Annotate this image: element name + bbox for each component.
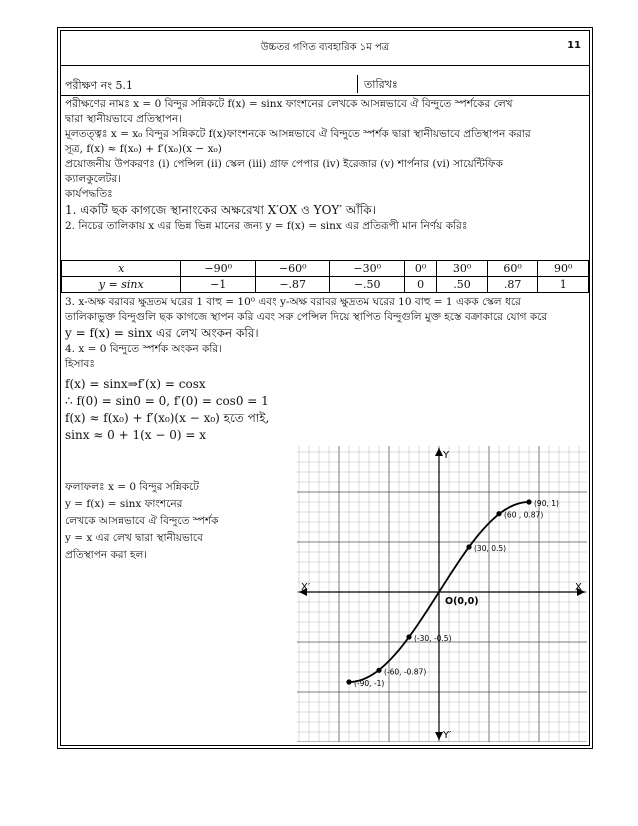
y-neg-arrow-icon [435,732,443,740]
plot-point [526,499,531,504]
result-line-2: y = f(x) = sinx ফাংশনের [65,498,183,510]
y-cell: .50 [437,277,488,293]
theory-formula: সূত্র, f(x) ≈ f(x₀) + f′(x₀)(x − x₀) [65,143,222,155]
y-cell: 1 [538,277,589,293]
page-header [61,31,589,66]
plot-point [406,634,411,639]
axis-y-label: Y [443,450,450,461]
plot-point [376,668,381,673]
result-section [65,479,295,564]
point-label: (-30, -0.5) [414,634,452,643]
result-line-5: প্রতিস্থাপন করা হল। [65,549,148,561]
procedure-heading: কার্যপদ্ধতিঃ [65,188,113,200]
step-3: 3. x-অক্ষ বরাবর ক্ষুদ্রতম ঘরের 1 বাহু = 10⁰ এবং y-অক্ষ বরাবর ক্ষুদ্রতম ঘরের 10 বাহু = 1 একক স্কেল ধরে [65,296,521,308]
axis-x-neg-label: X′ [301,582,311,593]
values-table [61,260,589,293]
result-line-1: ফলাফলঃ x = 0 বিন্দুর সন্নিকটে [65,481,199,493]
calc-line-2: ∴ f(0) = sin0 = 0, f′(0) = cos0 = 1 [65,394,269,408]
y-cell: −.50 [330,277,405,293]
table-row-x [62,261,589,277]
point-label: (-90, -1) [354,679,385,688]
result-line-4: y = x এর লেখ দ্বারা স্থানীয়ভাবে [65,532,203,544]
graph-points [346,499,559,688]
step-4: 4. x = 0 বিন্দুতে স্পর্শক অংকন করি। [65,343,222,355]
table-row-y [62,277,589,293]
plot-point [346,679,351,684]
axis-x-label: X [575,582,582,593]
date-label: তারিখঃ [357,75,398,93]
calc-heading: হিসাবঃ [65,358,95,370]
x-cell: 90⁰ [538,261,589,277]
point-label: (30, 0.5) [474,544,507,553]
y-cell: −1 [181,277,256,293]
x-cell: −60⁰ [255,261,330,277]
page-number: 11 [567,40,581,51]
x-cell: 60⁰ [487,261,538,277]
sine-graph [297,446,587,742]
y-cell: 0 [404,277,436,293]
plot-point [466,544,471,549]
point-label: (90, 1) [534,499,559,508]
y-cell: −.87 [255,277,330,293]
calc-line-4: sinx ≈ 0 + 1(x − 0) = x [65,428,207,442]
point-label: (-60, -0.87) [384,667,427,677]
page-frame [60,30,590,746]
x-cell: −90⁰ [181,261,256,277]
experiment-row [61,75,589,96]
y-label-cell: y = sinx [62,277,181,293]
theory-line: মূলতত্ত্বঃ x = x₀ বিন্দুর সন্নিকটে f(x)ফাংশনকে আসন্নভাবে ঐ বিন্দুতে স্পর্শক দ্বারা স্থানীয়ভাবে প্রতিস্থাপন করার [65,128,531,140]
steps-section [65,295,587,372]
step-3-cont: তালিকাভুক্ত বিন্দুগুলি ছক কাগজে স্থাপন করি এবং সরু পেন্সিল দিয়ে স্থাপিত বিন্দুগুলি মুক্ত হস্তে বক্রাকারে যোগ করে [65,311,548,323]
result-line-3: লেখকে আসন্নভাবে ঐ বিন্দুতে স্পর্শক [65,515,219,527]
y-cell: .87 [487,277,538,293]
origin-label: O(0,0) [445,596,479,607]
x-cell: 30⁰ [437,261,488,277]
calc-line-1: f(x) = sinx⇒f′(x) = cosx [65,377,206,391]
x-label-cell: x [62,261,181,277]
graph-grid [297,446,587,742]
step-2: 2. নিচের তালিকায় x এর ভিন্ন ভিন্ন মানের জন্য y = f(x) = sinx এর প্রতিরূপী মান নির্ণয় করিঃ [65,220,468,232]
materials-line: প্রয়োজনীয় উপকরণঃ (i) পেন্সিল (ii) স্কেল (iii) গ্রাফ পেপার (iv) ইরেজার (v) শার্পনার (vi) সায়েন্টিফিক [65,158,503,170]
step-1: 1. একটি ছক কাগজে স্থানাংকের অক্ষরেখা X′OX ও YOY′ আঁকি। [65,203,376,217]
axis-y-neg-label: Y′ [443,730,452,741]
calculation-section [65,376,365,444]
intro-section [65,97,585,234]
step-3-end: y = f(x) = sinx এর লেখ অংকন করি। [65,326,259,340]
header-title: উচ্চতর গণিত ব্যবহারিক ১ম পত্র [260,42,390,53]
point-label: (60 , 0.87) [504,510,544,520]
plot-point [496,511,501,516]
x-cell: −30⁰ [330,261,405,277]
materials-cont: ক্যালকুলেটর। [65,173,121,185]
experiment-number: পরীক্ষণ নং 5.1 [65,79,134,92]
experiment-name-cont: দ্বারা স্থানীয়ভাবে প্রতিস্থাপন। [65,113,183,125]
calc-line-3: f(x) ≈ f(x₀) + f′(x₀)(x − x₀) হতে পাই, [65,411,270,425]
x-cell: 0⁰ [404,261,436,277]
experiment-name: পরীক্ষণের নামঃ x = 0 বিন্দুর সন্নিকটে f(x) = sinx ফাংশনের লেখকে আসন্নভাবে ঐ বিন্দুতে স্পর্শকের লেখ [65,98,513,110]
